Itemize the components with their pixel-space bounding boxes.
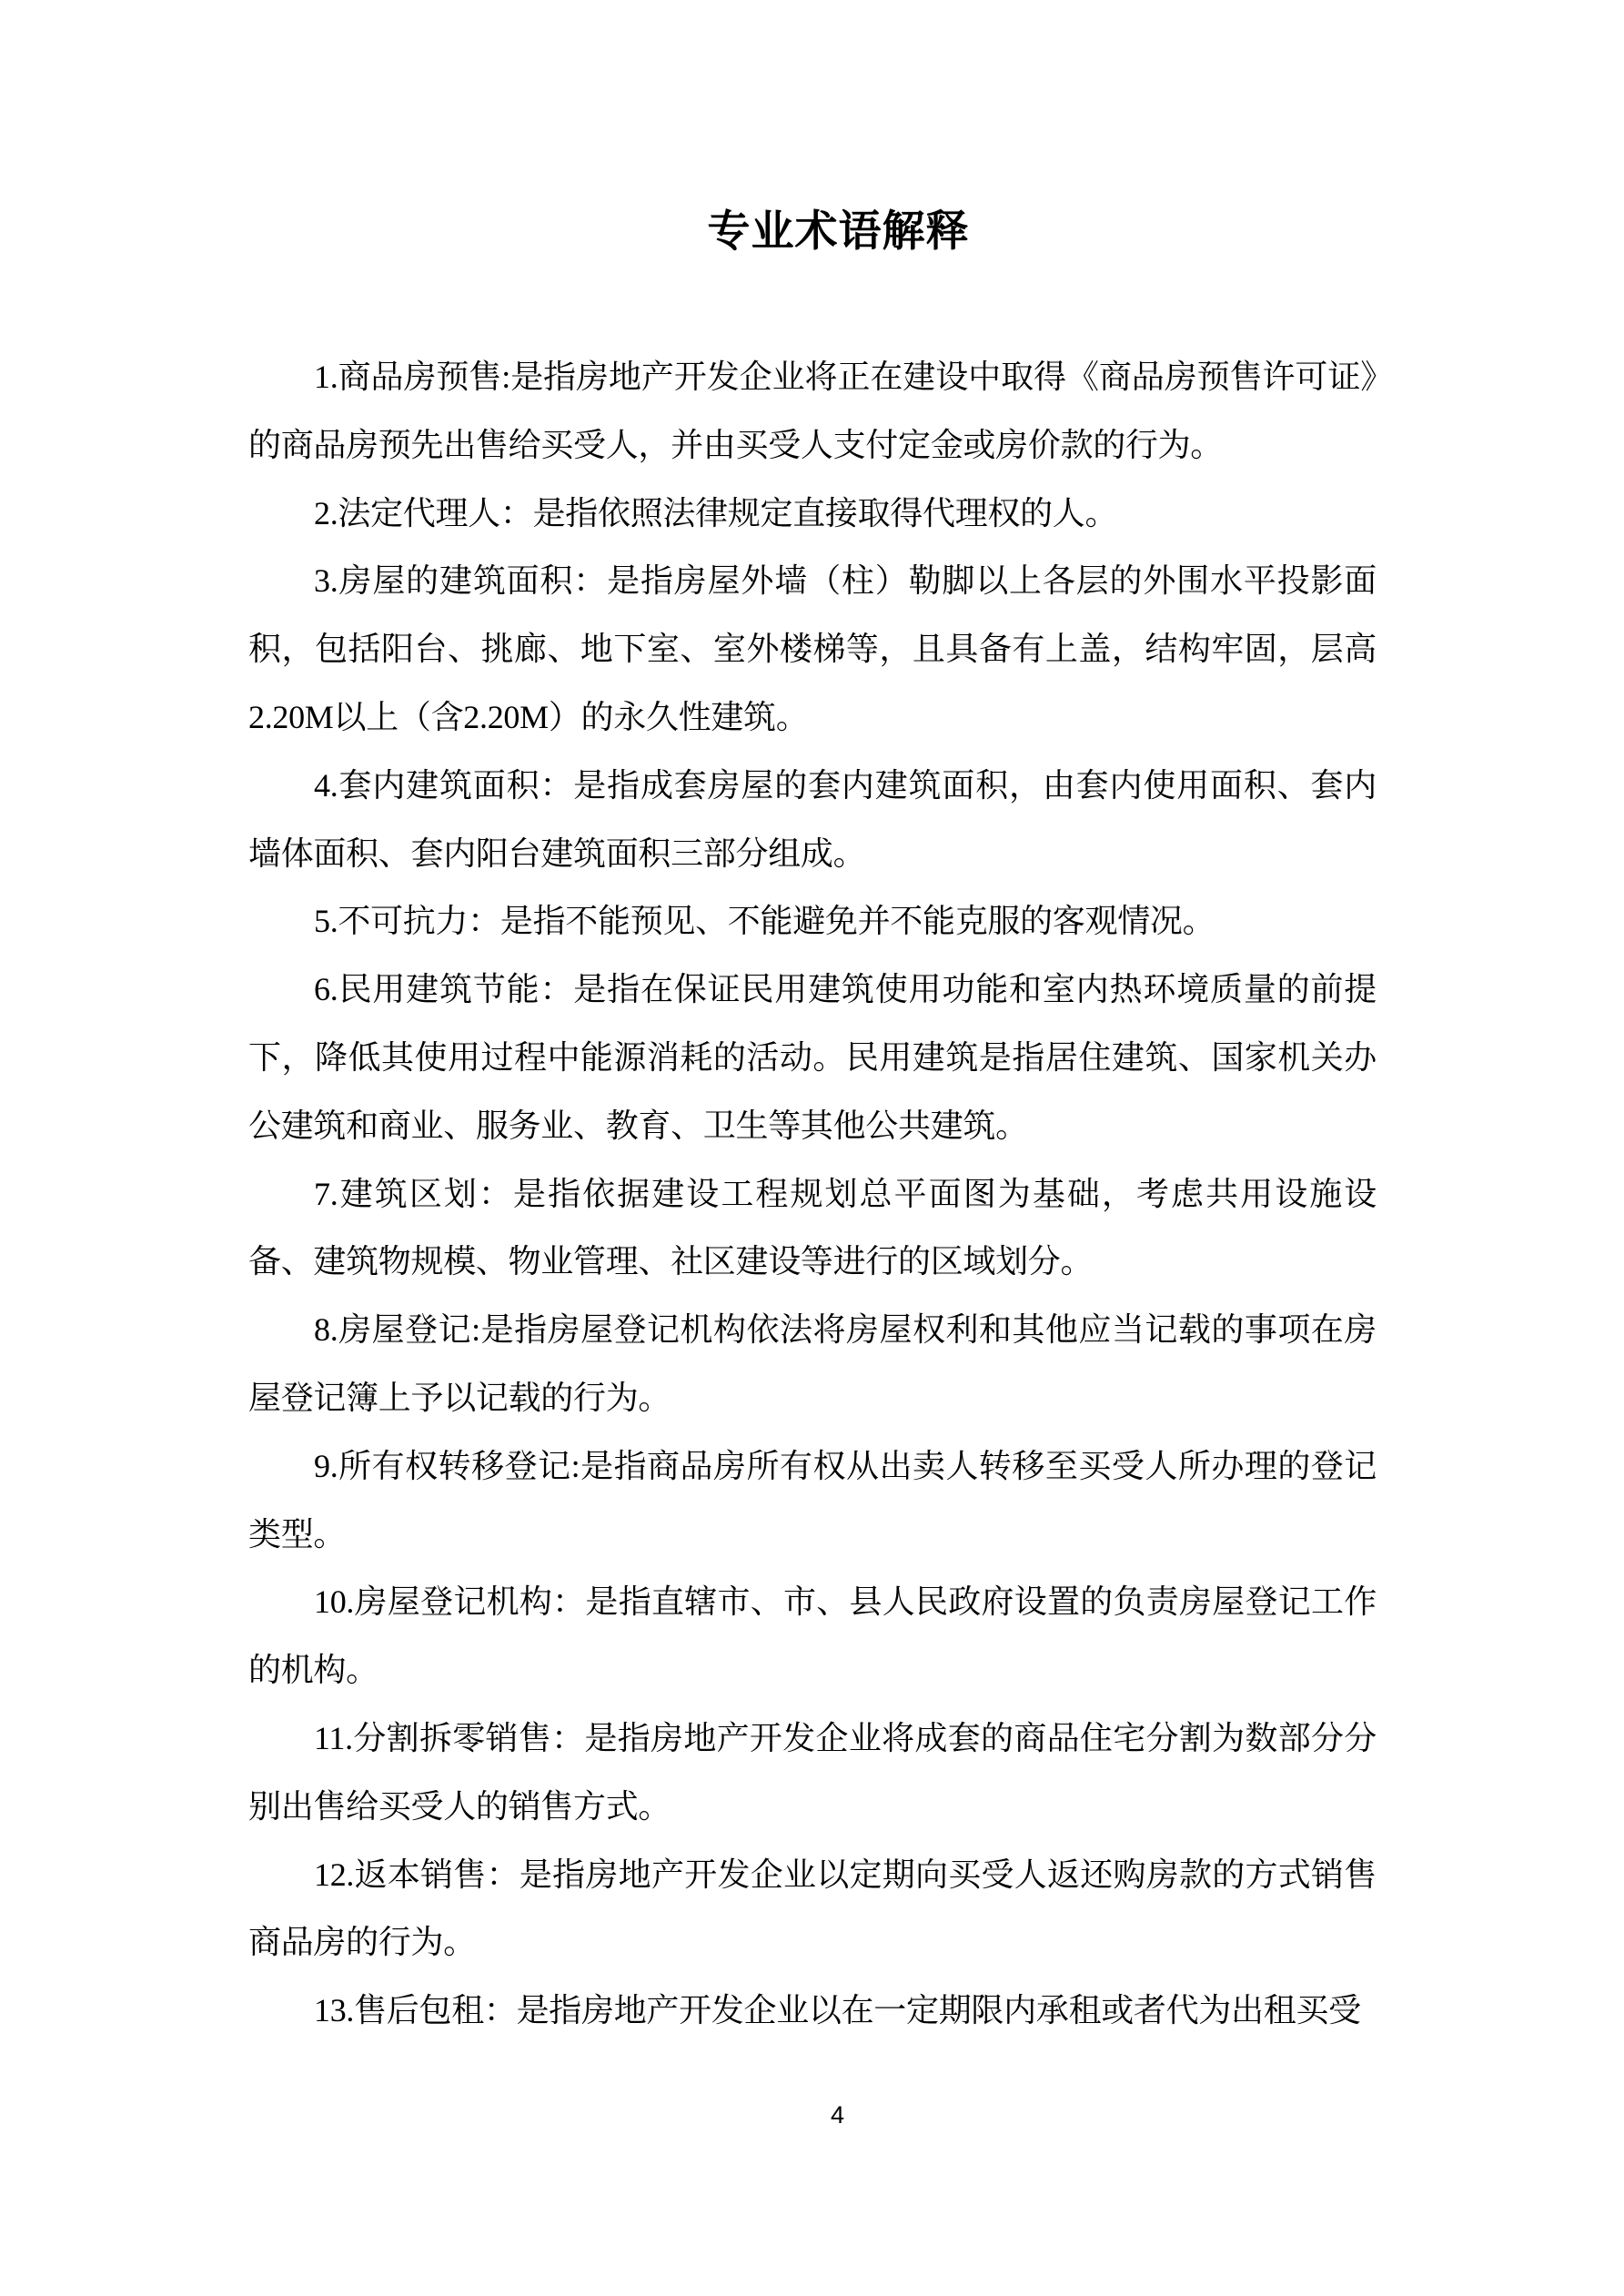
term-definition-2: 2.法定代理人：是指依照法律规定直接取得代理权的人。: [314, 494, 1118, 531]
term-definition-5: 5.不可抗力：是指不能预见、不能避免并不能克服的客观情况。: [314, 903, 1215, 940]
term-definition-4: 4.套内建筑面积：是指成套房屋的套内建筑面积，由套内使用面积、套内墙体面积、套内阳台建筑面积三部分组成。: [248, 766, 1377, 872]
term-definition-3: 3.房屋的建筑面积：是指房屋外墙（柱）勒脚以上各层的外围水平投影面积，包括阳台、挑廊、地下室、室外楼梯等，且具备有上盖，结构牢固，层高2.20M以上（含2.20M）的永久性建筑。: [248, 562, 1377, 735]
term-definition-10: 10.房屋登记机构：是指直辖市、市、县人民政府设置的负责房屋登记工作的机构。: [248, 1583, 1377, 1689]
page-number: 4: [830, 2101, 845, 2129]
term-definition-13: 13.售后包租：是指房地产开发企业以在一定期限内承租或者代为出租买受: [314, 1992, 1361, 2029]
terms-list: [248, 343, 1377, 2045]
term-definition-9: 9.所有权转移登记:是指商品房所有权从出卖人转移至买受人所办理的登记类型。: [248, 1447, 1377, 1553]
term-definition-12: 12.返本销售：是指房地产开发企业以定期向买受人返还购房款的方式销售商品房的行为。: [248, 1856, 1377, 1961]
page-title: 专业术语解释: [707, 207, 970, 255]
term-definition-8: 8.房屋登记:是指房屋登记机构依法将房屋权利和其他应当记载的事项在房屋登记簿上予以记载的行为。: [248, 1311, 1377, 1416]
term-definition-7: 7.建筑区划：是指依据建设工程规划总平面图为基础，考虑共用设施设备、建筑物规模、物业管理、社区建设等进行的区域划分。: [248, 1175, 1377, 1280]
term-definition-1: 1.商品房预售:是指房地产开发企业将正在建设中取得《商品房预售许可证》的商品房预先出售给买受人，并由买受人支付定金或房价款的行为。: [248, 359, 1377, 463]
term-definition-6: 6.民用建筑节能：是指在保证民用建筑使用功能和室内热环境质量的前提下，降低其使用过程中能源消耗的活动。民用建筑是指居住建筑、国家机关办公建筑和商业、服务业、教育、卫生等其他公共建筑。: [248, 971, 1377, 1144]
term-definition-11: 11.分割拆零销售：是指房地产开发企业将成套的商品住宅分割为数部分分别出售给买受人的销售方式。: [248, 1719, 1377, 1825]
